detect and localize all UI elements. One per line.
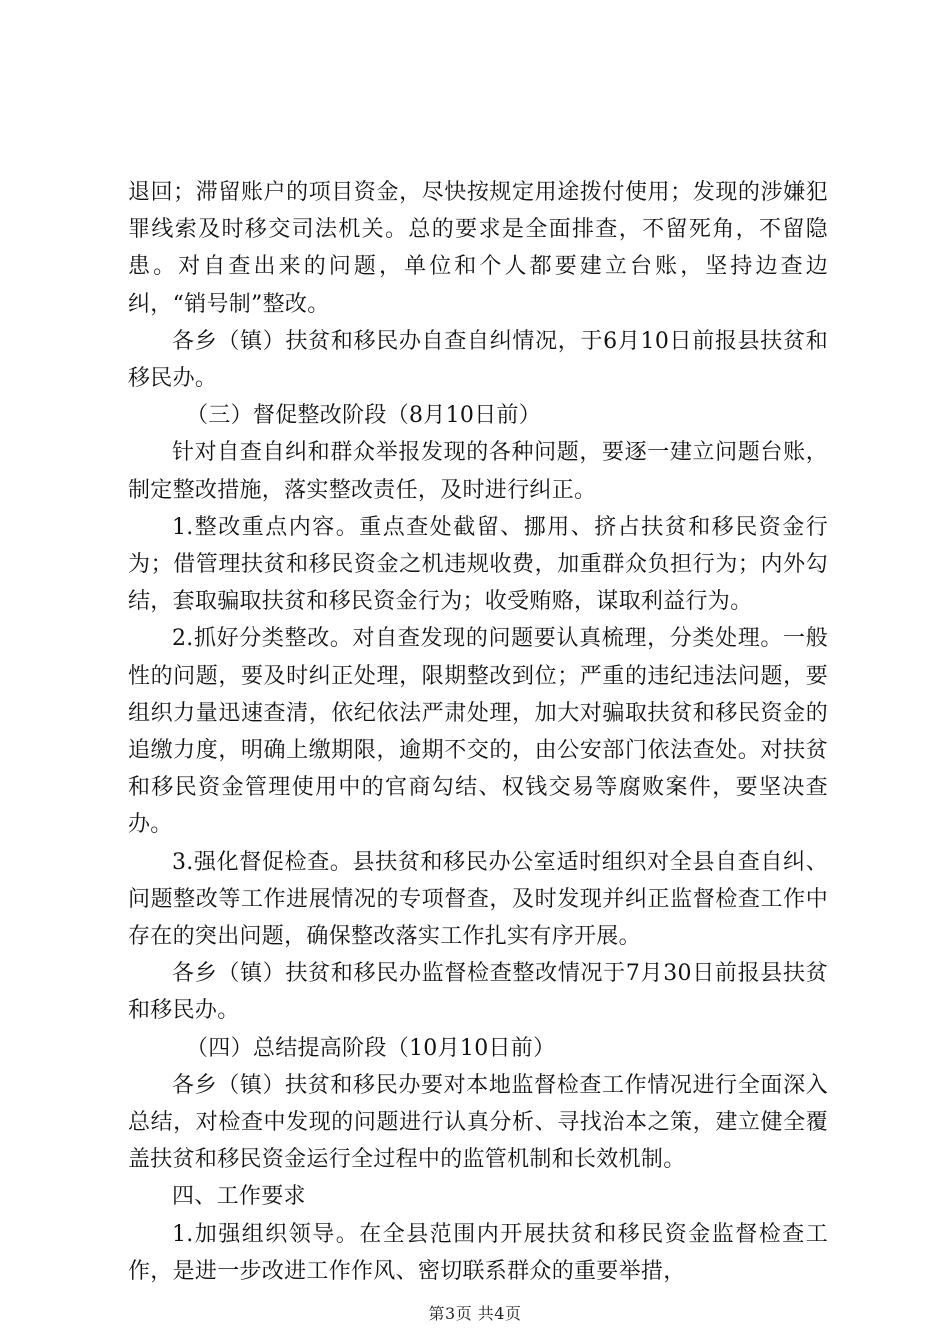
section-heading: 四、工作要求 bbox=[172, 1184, 306, 1210]
paragraph: 各乡（镇）扶贫和移民办自查自纠情况，于6月10日前报县扶贫和移民办。 bbox=[128, 328, 828, 392]
paragraph: 各乡（镇）扶贫和移民办要对本地监督检查工作情况进行全面深入总结，对检查中发现的问题进行认真分析、寻找治本之策，建立健全覆盖扶贫和移民资金运行全过程中的监管机制和长效机制。 bbox=[128, 1072, 828, 1173]
paragraph: 退回；滞留账户的项目资金，尽快按规定用途拨付使用；发现的涉嫌犯罪线索及时移交司法机关。总的要求是全面排查，不留死角，不留隐患。对自查出来的问题，单位和个人都要建立台账，坚持边查边纠，“销号制”整改。 bbox=[128, 180, 828, 317]
section-heading: （三）督促整改阶段（8月10日前） bbox=[186, 403, 542, 429]
paragraph: 针对自查自纠和群众举报发现的各种问题，要逐一建立问题台账，制定整改措施，落实整改责任，及时进行纠正。 bbox=[128, 440, 828, 503]
paragraph: 1.整改重点内容。重点查处截留、挪用、挤占扶贫和移民资金行为；借管理扶贫和移民资金之机违规收费，加重群众负担行为；内外勾结，套取骗取扶贫和移民资金行为；收受贿赂，谋取利益行为。 bbox=[128, 514, 828, 615]
paragraph: 1.加强组织领导。在全县范围内开展扶贫和移民资金监督检查工作，是进一步改进工作作风、密切联系群众的重要举措， bbox=[128, 1221, 828, 1284]
paragraph: 各乡（镇）扶贫和移民办监督检查整改情况于7月30日前报县扶贫和移民办。 bbox=[128, 961, 828, 1024]
paragraph: 3.强化督促检查。县扶贫和移民办公室适时组织对全县自查自纠、问题整改等工作进展情况的专项督查，及时发现并纠正监督检查工作中存在的突出问题，确保整改落实工作扎实有序开展。 bbox=[128, 849, 828, 950]
page-footer: 第3页 共4页 bbox=[428, 1304, 522, 1323]
section-heading: （四）总结提高阶段（10月10日前） bbox=[186, 1035, 556, 1061]
paragraph: 2.抓好分类整改。对自查发现的问题要认真梳理，分类处理。一般性的问题，要及时纠正处理，限期整改到位；严重的违纪违法问题，要组织力量迅速查清，依纪依法严肃处理，加大对骗取扶贫和移民资金的追缴力度，明确上缴期限，逾期不交的，由公安部门依法查处。对扶贫和移民资金管理使用中的官商勾结、权钱交易等腐败案件，要坚决查办。 bbox=[128, 626, 828, 838]
document-body bbox=[128, 174, 828, 1290]
